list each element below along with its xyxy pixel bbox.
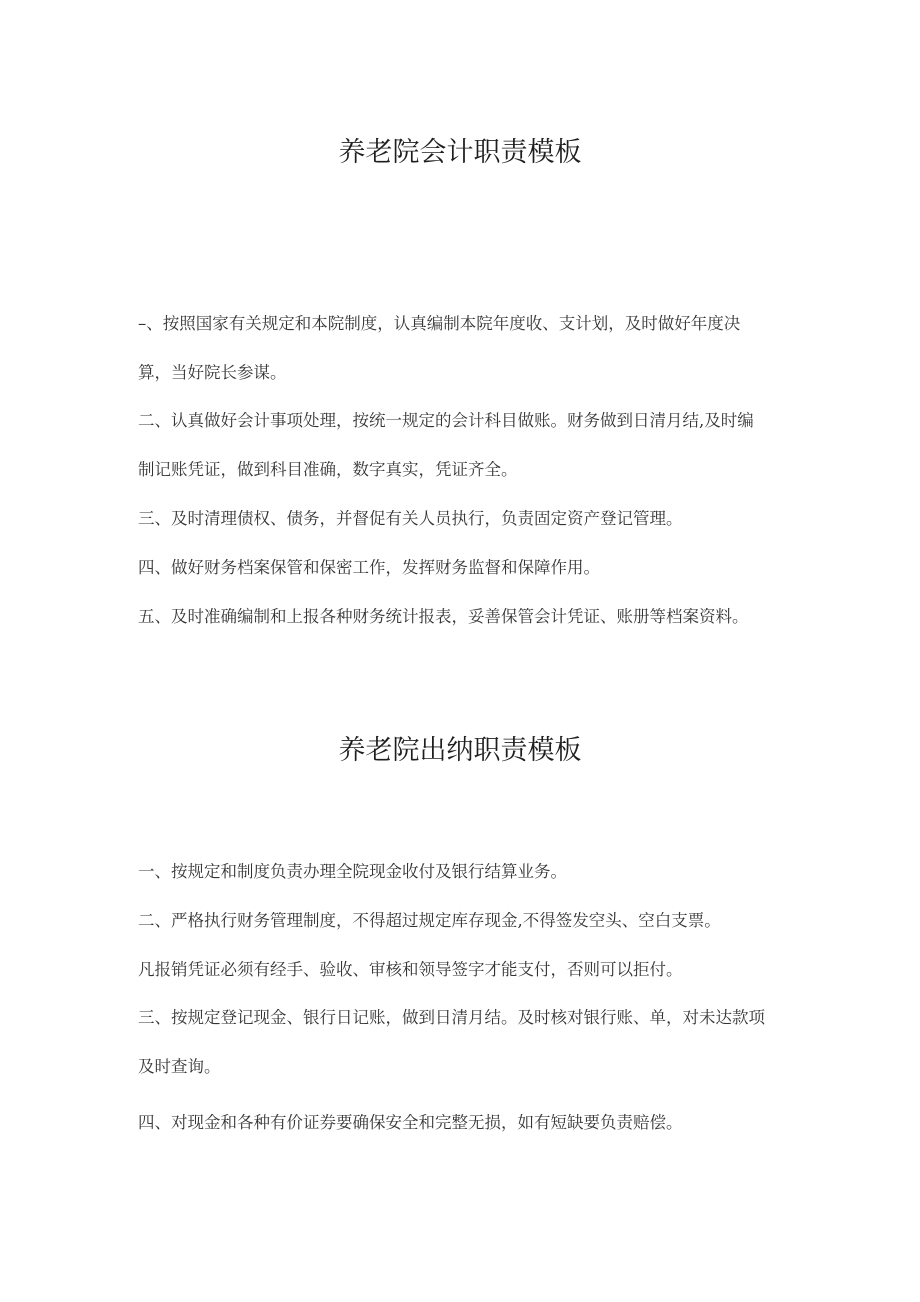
section-2-line-3: 凡报销凭证必须有经手、验收、审核和领导签字才能支付，否则可以拒付。 [138,960,683,979]
section-2-line-1: 一、按规定和制度负责办理全院现金收付及银行结算业务。 [138,862,567,881]
section-1-title: 养老院会计职责模板 [338,137,582,168]
section-2-line-5: 及时查询。 [138,1057,221,1076]
section-1-line-6: 四、做好财务档案保管和保密工作，发挥财务监督和保障作用。 [138,558,600,577]
section-1-line-7: 五、及时准确编制和上报各种财务统计报表，妥善保管会计凭证、账册等档案资料。 [138,607,749,626]
section-1-line-5: 三、及时清理债权、债务，并督促有关人员执行，负责固定资产登记管理。 [138,509,683,528]
section-1-line-3: 二、认真做好会计事项处理，按统一规定的会计科目做账。财务做到日清月结,及时编 [138,411,754,430]
section-2-line-4: 三、按规定登记现金、银行日记账，做到日清月结。及时核对银行账、单，对未达款项 [138,1008,765,1027]
section-2-line-2: 二、严格执行财务管理制度，不得超过规定库存现金,不得签发空头、空白支票。 [138,911,721,930]
section-2-title: 养老院出纳职责模板 [338,735,582,766]
section-1-line-1: –、按照国家有关规定和本院制度，认真编制本院年度收、支计划，及时做好年度决 [138,314,741,333]
section-1-line-2: 算，当好院长参谋。 [138,363,287,382]
section-1-line-4: 制记账凭证，做到科目准确，数字真实，凭证齐全。 [138,460,518,479]
section-2-line-6: 四、对现金和各种有价证券要确保安全和完整无损，如有短缺要负责赔偿。 [138,1113,683,1132]
